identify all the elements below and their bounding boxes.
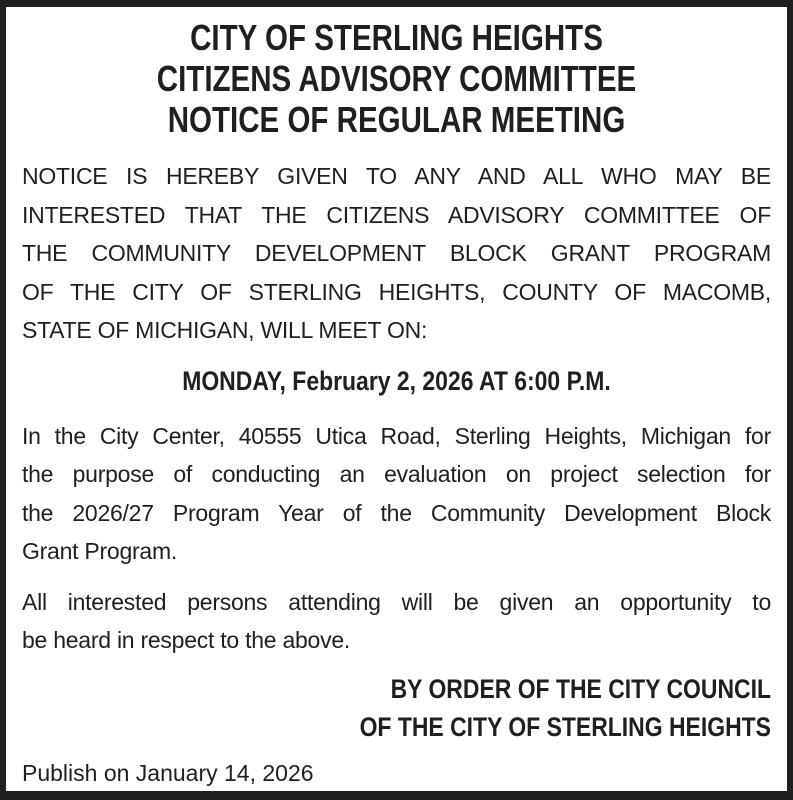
text-line: In the City Center, 40555 Utica Road, Sterling Heights, Michigan for [22,422,771,449]
text-line: OF THE CITY OF STERLING HEIGHTS, COUNTY OF MACOMB, [22,278,771,305]
text-line: THE COMMUNITY DEVELOPMENT BLOCK GRANT PROGRAM [22,240,771,266]
text-line: be heard in respect to the above. [22,627,351,653]
text-line: OF THE CITY OF STERLING HEIGHTS [359,711,771,742]
signoff-by-order [134,670,771,746]
text-line: INTERESTED THAT THE CITIZENS ADVISORY COMMITTEE OF [22,201,771,228]
notice-title [89,17,703,140]
text-line: CITIZENS ADVISORY COMMITTEE [156,58,637,99]
text-line: CITY OF STERLING HEIGHTS [190,17,603,58]
paragraph-location [22,417,771,571]
text-line: the purpose of conducting an evaluation on project selection for [22,461,771,487]
text-line: BY ORDER OF THE CITY COUNCIL [390,673,771,704]
publish-date-line: Publish on January 14, 2026 [22,759,314,786]
paragraph-notice-given [22,157,771,350]
text-line: NOTICE OF REGULAR MEETING [167,99,626,140]
paragraph-opportunity [22,583,771,660]
text-line: the 2026/27 Program Year of the Community Development Block [22,499,771,526]
text-line: Grant Program. [22,538,177,564]
text-line: STATE OF MICHIGAN, WILL MEET ON: [22,317,428,343]
text-line: All interested persons attending will be given an opportunity to [22,588,771,615]
text-line: NOTICE IS HEREBY GIVEN TO ANY AND ALL WHO MAY BE [22,163,771,189]
meeting-datetime-line: MONDAY, February 2, 2026 AT 6:00 P.M. [182,365,611,396]
